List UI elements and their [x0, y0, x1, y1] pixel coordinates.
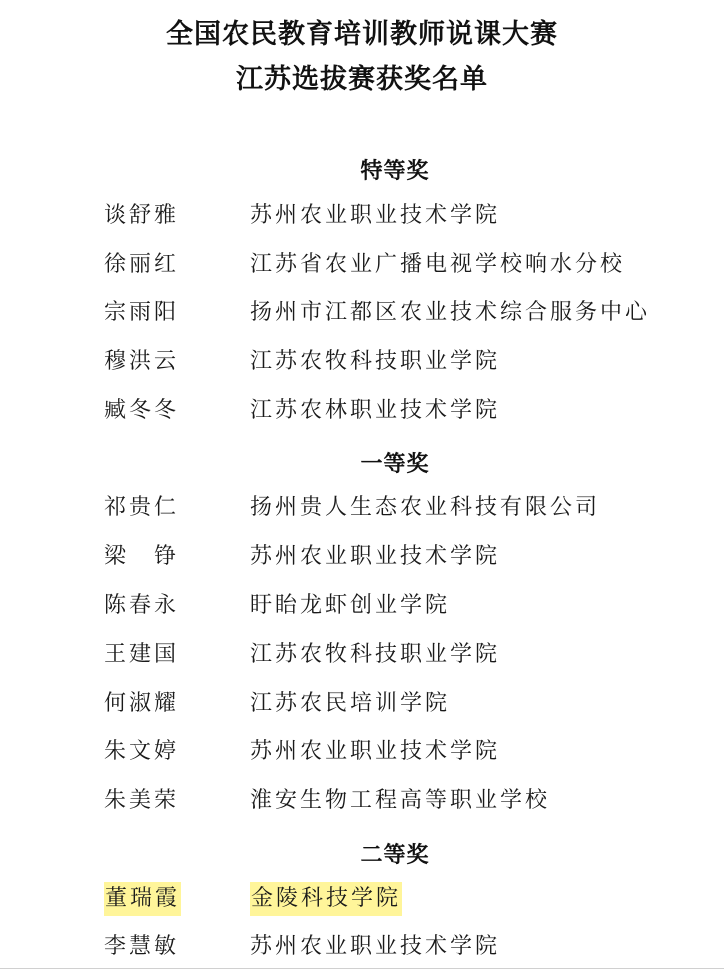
list-item [0, 930, 724, 964]
list-item [0, 199, 724, 233]
list-item [0, 735, 724, 769]
winner-organization: 江苏农民培训学院 [250, 691, 451, 716]
winner-name: 梁 铮 [104, 544, 180, 569]
document-title-line-1: 全国农民教育培训教师说课大赛 [166, 19, 558, 50]
list-item [0, 589, 724, 623]
winner-organization: 盱眙龙虾创业学院 [250, 593, 451, 618]
winner-name: 朱文婷 [104, 739, 180, 764]
list-item [0, 638, 724, 672]
winner-organization: 江苏省农业广播电视学校响水分校 [250, 252, 626, 277]
list-item [0, 784, 724, 818]
winner-organization: 江苏农牧科技职业学院 [250, 349, 501, 374]
winner-name: 李慧敏 [104, 934, 180, 959]
winner-name: 穆洪云 [104, 349, 180, 374]
winner-name: 宗雨阳 [104, 300, 180, 325]
winner-name: 陈春永 [104, 593, 180, 618]
document-title-line-2: 江苏选拔赛获奖名单 [236, 64, 488, 95]
list-item [0, 394, 724, 428]
winner-name: 朱美荣 [104, 788, 180, 813]
winner-name: 祁贵仁 [104, 495, 180, 520]
winner-organization: 扬州贵人生态农业科技有限公司 [250, 495, 601, 520]
winner-organization: 苏州农业职业技术学院 [250, 739, 501, 764]
winner-organization: 金陵科技学院 [250, 882, 402, 916]
winner-organization: 扬州市江都区农业技术综合服务中心 [250, 300, 651, 325]
winner-organization: 江苏农牧科技职业学院 [250, 642, 501, 667]
list-item [0, 491, 724, 525]
winner-name: 董瑞霞 [104, 882, 181, 916]
list-item [0, 882, 724, 916]
winner-organization: 淮安生物工程高等职业学校 [250, 788, 551, 813]
award-heading-first: 一等奖 [360, 451, 430, 477]
winner-name: 王建国 [104, 642, 180, 667]
list-item [0, 296, 724, 330]
list-item [0, 540, 724, 574]
winner-organization: 苏州农业职业技术学院 [250, 203, 501, 228]
award-heading-special: 特等奖 [360, 158, 430, 184]
winner-organization: 苏州农业职业技术学院 [250, 544, 501, 569]
winner-name: 臧冬冬 [104, 398, 180, 423]
winner-name: 谈舒雅 [104, 203, 180, 228]
winner-organization: 苏州农业职业技术学院 [250, 934, 501, 959]
winner-name: 何淑耀 [104, 691, 180, 716]
award-heading-second: 二等奖 [360, 842, 430, 868]
list-item [0, 345, 724, 379]
winner-organization: 江苏农林职业技术学院 [250, 398, 501, 423]
winner-name: 徐丽红 [104, 252, 180, 277]
list-item [0, 248, 724, 282]
list-item [0, 687, 724, 721]
page-bottom-divider [0, 968, 724, 969]
